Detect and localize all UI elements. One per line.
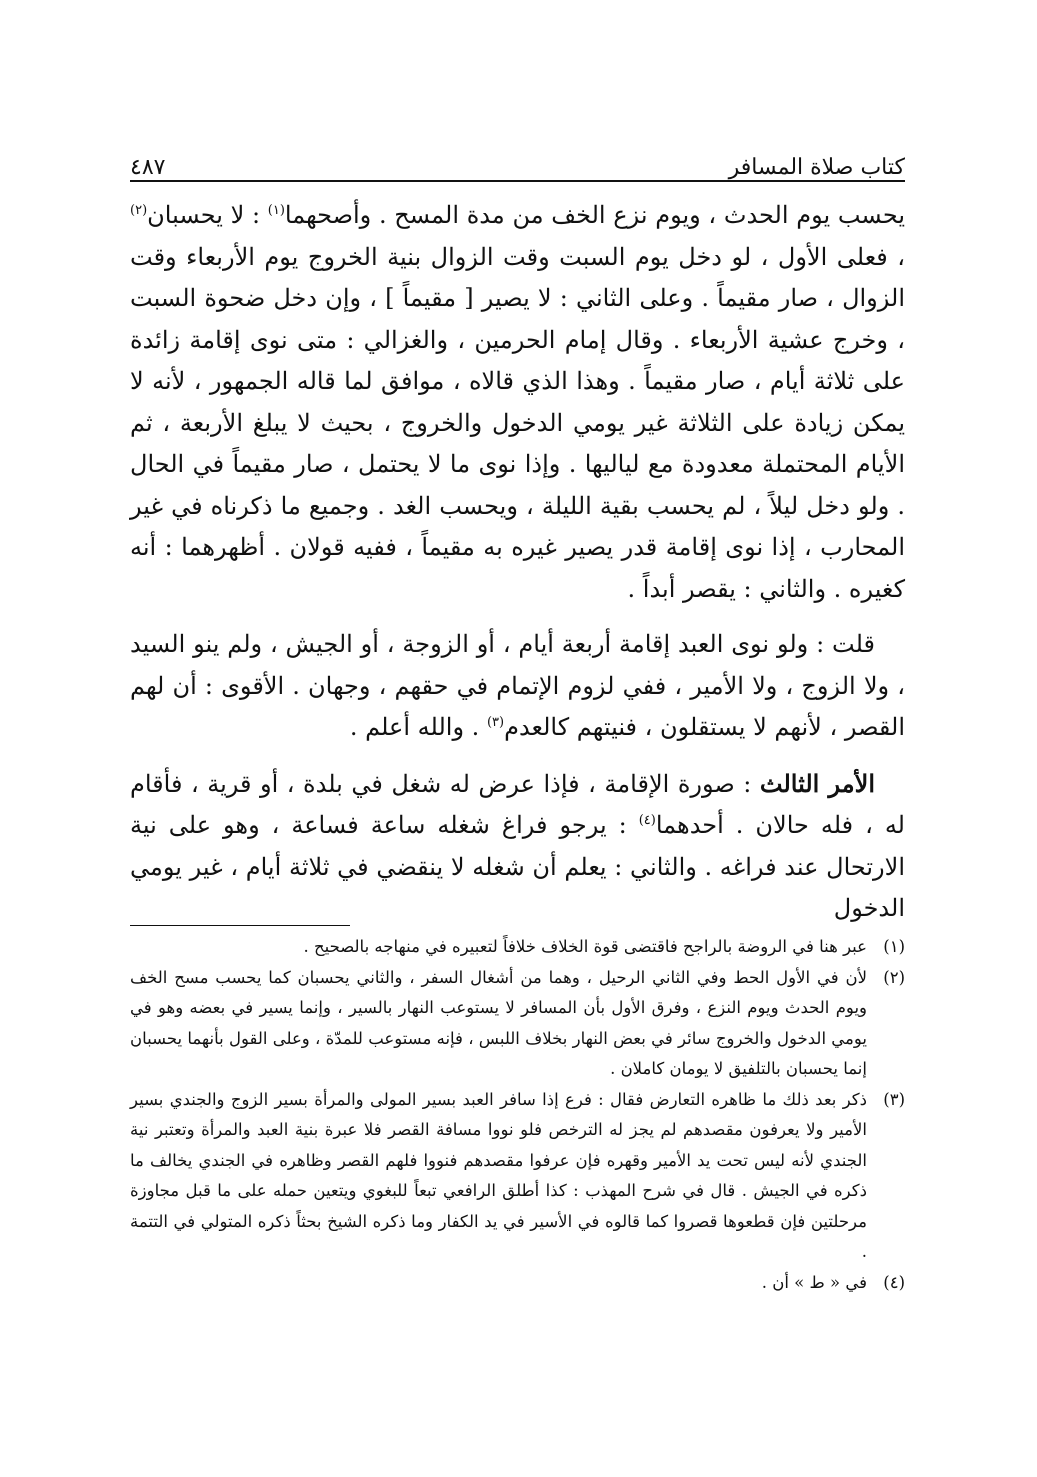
paragraph-1-text-c: ، فعلى الأول ، لو دخل يوم السبت وقت الزوال بنية الخروج يوم الأربعاء وقت الزوال ، صار مقيماً . وعلى الثاني : لا يصير [ مقيماً ] ، وإن دخل ضحوة السبت ، وخرج عشية الأربعاء . وقال إمام الحرمين ، والغزالي : متى نوى إقامة زائدة على ثلاثة أيام ، صار مقيماً . وهذا الذي قالاه ، موافق لما قاله الجمهور ، لأنه لا يمكن زيادة على الثلاثة غير يومي الدخول والخروج ، بحيث لا يبلغ الأربعة ، ثم الأيام المحتملة معدودة مع لياليها . وإذا نوى ما لا يحتمل ، صار مقيماً في الحال . ولو دخل ليلاً ، لم يحسب بقية الليلة ، ويحسب الغد . وجميع ما ذكرناه في غير المحارب ، إذا نوى إقامة قدر يصير غيره به مقيماً ، ففيه قولان . أظهرهما : أنه كغيره . والثاني : يقصر أبداً . — [130, 242, 905, 603]
paragraph-2-text-b: . والله أعلم . — [349, 713, 487, 741]
footnote-ref-4[interactable]: (٤) — [638, 813, 656, 828]
section-lead: الأمر الثالث — [759, 768, 876, 798]
footnote-number: (١) — [883, 937, 905, 956]
chapter-title: كتاب صلاة المسافر — [728, 155, 905, 180]
footnote-text: ذكر بعد ذلك ما ظاهره التعارض فقال : فرع إذا سافر العبد بسير المولى والمرأة بسير الزوج والجندي بسير الأمير ولا يعرفون مقصدهم لم يجز له الترخص فلو نووا مسافة القصر فلا عبرة بنية العبد والمرأة وتعتبر نية الجندي لأنه ليس تحت يد الأمير وقهره فإن عرفوا مقصدهم فنووا فلهم القصر وظاهره في الجندي يخالف ما ذكره في الجيش . قال في شرح المهذب : كذا أطلق الرافعي تبعاً للبغوي ويتعين حمله على ما قبل مجاوزة مرحلتين فإن قطعوها قصروا كما قالوه في الأسير في يد الكفار وما ذكره الشيخ بحثاً ذكره المتولي في التتمة . — [130, 1089, 867, 1261]
footnote-ref-3[interactable]: (٣) — [486, 715, 505, 730]
paragraph-3-text-b: : يرجو فراغ شغله ساعة فساعة ، وهو على نية الارتحال عند فراغه . والثاني : يعلم أن شغله لا ينقضي في ثلاثة أيام ، غير يومي الدخول — [130, 811, 905, 922]
page-header — [130, 140, 905, 180]
footnote-text: لأن في الأول الحط وفي الثاني الرحيل ، وهما من أشغال السفر ، والثاني يحسبان كما يحسب مسح الخف ويوم الحدث ويوم النزع ، وفرق الأول بأن المسافر لا يستوعب النهار بالسير ، وإنما يسير في بعضه وهو في يومي الدخول والخروج سائر في بعض النهار بخلاف اللبس ، فإنه مستوعب للمدّة ، وعلى القول بأنهما يحسبان إنما يحسبان بالتلفيق لا يومان كاملان . — [130, 967, 867, 1078]
footnote-number: (٢) — [883, 967, 905, 987]
footnote-item — [130, 1268, 905, 1299]
paragraph-2 — [130, 624, 905, 749]
footnote-text: في « ط » أن . — [761, 1272, 867, 1292]
paragraph-1-text-a: يحسب يوم الحدث ، ويوم نزع الخف من مدة المسح . وأصحهما — [284, 201, 905, 229]
footnote-divider — [130, 925, 350, 926]
footnote-number: (٣) — [883, 1089, 905, 1109]
footnote-item — [130, 1085, 905, 1268]
main-text — [130, 195, 905, 944]
paragraph-1 — [130, 195, 905, 610]
paragraph-2-text-a: قلت : ولو نوى العبد إقامة أربعة أيام ، أو الزوجة ، أو الجيش ، ولم ينو السيد ، ولا الزوج ، ولا الأمير ، ففي لزوم الإتمام في حقهم ، وجهان . الأقوى : أن لهم القصر ، لأنهم لا يستقلون ، فنيتهم كالعدم — [130, 630, 905, 741]
footnote-ref-1[interactable]: (١) — [267, 203, 285, 218]
page-number: ٤٨٧ — [130, 155, 166, 180]
footnote-number: (٤) — [883, 1272, 905, 1292]
footnote-text: عبر هنا في الروضة بالراجح فاقتضى قوة الخلاف خلافاً لتعبيره في منهاجه بالصحيح . — [303, 937, 867, 956]
footnotes — [130, 932, 905, 1298]
footnote-item — [130, 963, 905, 1085]
paragraph-3 — [130, 763, 905, 930]
paragraph-3-text-a: : صورة الإقامة ، فإذا عرض له شغل في بلدة ، أو قرية ، فأقام له ، فله حالان . أحدهما — [130, 769, 905, 839]
paragraph-1-text-b: : لا يحسبان — [147, 201, 268, 229]
footnote-ref-2[interactable]: (٢) — [130, 203, 148, 218]
footnote-item — [130, 932, 905, 963]
header-divider — [130, 180, 905, 182]
